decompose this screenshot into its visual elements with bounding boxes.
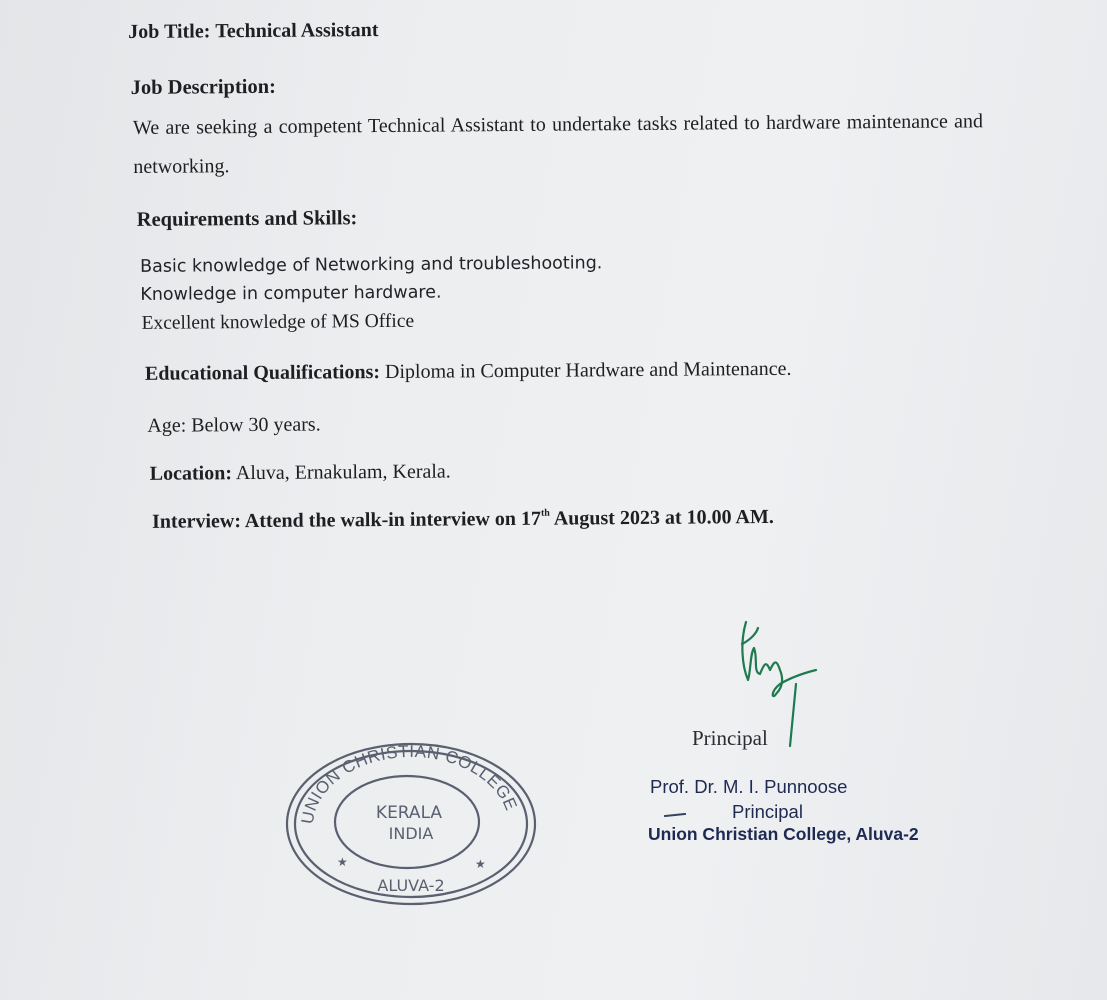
location-line [150,460,451,485]
seal-ring-textpath: UNION CHRISTIAN COLLEGE [297,741,521,826]
interview-post: August 2023 at 10.00 AM. [553,505,774,530]
college-name: Union Christian College, Aluva-2 [648,824,919,844]
interview-sup: th [540,507,550,519]
age-value: Below 30 years. [191,413,321,437]
interview-line [152,506,774,534]
location-value: Aluva, Ernakulam, Kerala. [235,460,451,485]
requirement-item: Basic knowledge of Networking and troubleshooting. [140,253,603,277]
job-title-value: Technical Assistant [215,19,379,43]
requirement-item: Excellent knowledge of MS Office [141,310,415,334]
interview-label: Interview: [152,510,242,533]
description-heading: Job Description: [130,75,276,99]
seal-center-line: KERALA [375,803,443,823]
education-label: Educational Qualifications: [144,361,381,385]
principal-label: Principal [692,726,768,750]
education-value: Diploma in Computer Hardware and Maintenance. [384,357,792,383]
requirements-heading: Requirements and Skills: [136,207,358,231]
interview-pre: Attend the walk-in interview on 17 [244,507,542,533]
age-label: Age: [147,414,187,437]
description-text: We are seeking a competent Technical Assistant to undertake tasks related to hardware maintenance and networking. [132,110,984,178]
college-seal [283,738,539,908]
seal-center-line: INDIA [388,824,434,843]
principal-title: Principal [732,801,803,822]
location-label: Location: [149,462,233,485]
seal-bottom-text: ALUVA-2 [377,876,445,895]
job-title-line [128,19,378,44]
seal-star-icon: ★ [337,855,348,869]
education-line [145,358,792,386]
requirement-item: Knowledge in computer hardware. [140,282,442,305]
age-line [147,413,320,437]
job-title-label: Job Title: [128,20,211,43]
seal-star-icon: ★ [475,857,486,871]
principal-name: Prof. Dr. M. I. Punnoose [650,776,848,797]
